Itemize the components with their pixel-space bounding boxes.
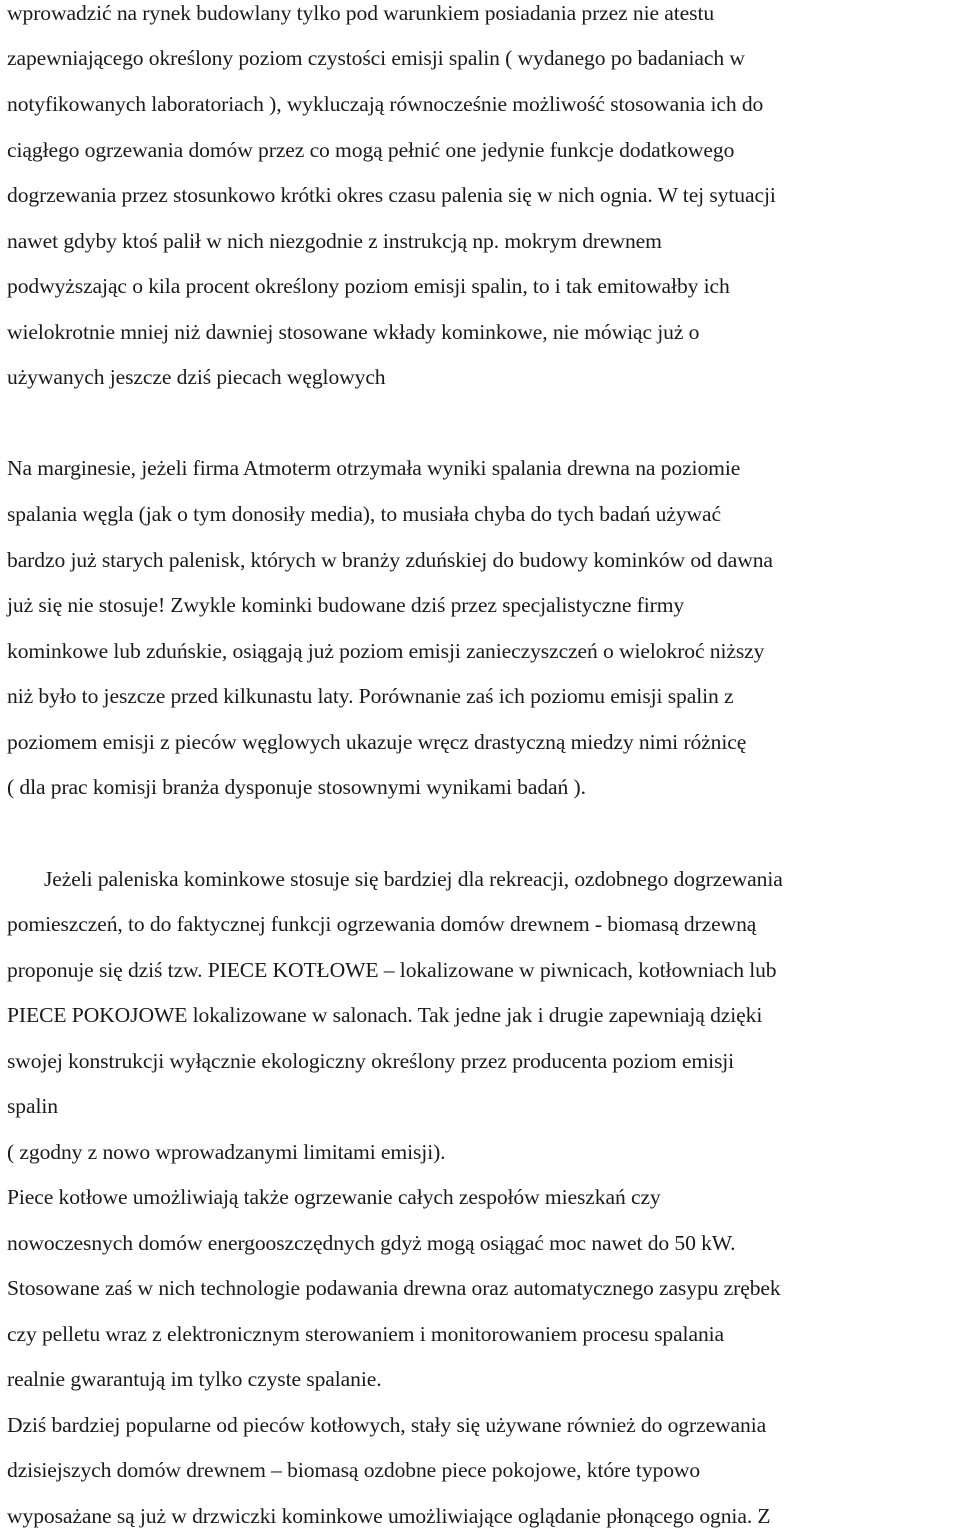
text-line: Stosowane zaś w nich technologie podawania drewna oraz automatycznego zasypu zrębek — [7, 1276, 781, 1300]
text-line: PIECE POKOJOWE lokalizowane w salonach. Tak jedne jak i drugie zapewniają dzięki — [7, 1003, 763, 1027]
text-line: Piece kotłowe umożliwiają także ogrzewanie całych zespołów mieszkań czy — [7, 1185, 661, 1209]
text-line: pomieszczeń, to do faktycznej funkcji ogrzewania domów drewnem - biomasą drzewną — [7, 912, 757, 936]
text-line: używanych jeszcze dziś piecach węglowych — [7, 365, 386, 389]
text-line: proponuje się dziś tzw. PIECE KOTŁOWE – lokalizowane w piwnicach, kotłowniach lub — [7, 958, 777, 982]
text-line: już się nie stosuje! Zwykle kominki budowane dziś przez specjalistyczne firmy — [7, 593, 685, 617]
text-line: czy pelletu wraz z elektronicznym sterowaniem i monitorowaniem procesu spalania — [7, 1322, 725, 1346]
text-line: Jeżeli paleniska kominkowe stosuje się bardziej dla rekreacji, ozdobnego dogrzewania — [44, 867, 783, 891]
text-line: nawet gdyby ktoś palił w nich niezgodnie z instrukcją np. mokrym drewnem — [7, 229, 662, 253]
text-line: ( dla prac komisji branża dysponuje stosownymi wynikami badań ). — [7, 775, 586, 799]
text-line: spalania węgla (jak o tym donosiły media), to musiała chyba do tych badań używać — [7, 502, 721, 526]
text-line: poziomem emisji z pieców węglowych ukazuje wręcz drastyczną miedzy nimi różnicę — [7, 730, 747, 754]
text-line: spalin — [7, 1094, 58, 1118]
text-line: nowoczesnych domów energooszczędnych gdyż mogą osiągać moc nawet do 50 kW. — [7, 1231, 736, 1255]
text-line: wyposażane są już w drzwiczki kominkowe umożliwiające oglądanie płonącego ognia. Z — [7, 1504, 771, 1528]
text-line: notyfikowanych laboratoriach ), wykluczają równocześnie możliwość stosowania ich do — [7, 92, 764, 116]
text-line: Dziś bardziej popularne od pieców kotłowych, stały się używane również do ogrzewania — [7, 1413, 767, 1437]
text-line: niż było to jeszcze przed kilkunastu laty. Porównanie zaś ich poziomu emisji spalin z — [7, 684, 734, 708]
text-line: kominkowe lub zduńskie, osiągają już poziom emisji zanieczyszczeń o wielokroć niższy — [7, 639, 765, 663]
text-line: wielokrotnie mniej niż dawniej stosowane wkłady kominkowe, nie mówiąc już o — [7, 320, 700, 344]
text-line: bardzo już starych palenisk, których w branży zduńskiej do budowy kominków od dawna — [7, 548, 773, 572]
text-line: zapewniającego określony poziom czystości emisji spalin ( wydanego po badaniach w — [7, 46, 745, 70]
text-line: Na marginesie, jeżeli firma Atmoterm otrzymała wyniki spalania drewna na poziomie — [7, 456, 741, 480]
text-line: ciągłego ogrzewania domów przez co mogą pełnić one jedynie funkcje dodatkowego — [7, 138, 735, 162]
text-line: podwyższając o kila procent określony poziom emisji spalin, to i tak emitowałby ich — [7, 274, 730, 298]
text-line: wprowadzić na rynek budowlany tylko pod warunkiem posiadania przez nie atestu — [7, 1, 715, 25]
text-line: ( zgodny z nowo wprowadzanymi limitami emisji). — [7, 1140, 446, 1164]
text-line: swojej konstrukcji wyłącznie ekologiczny określony przez producenta poziom emisji — [7, 1049, 735, 1073]
text-line: dzisiejszych domów drewnem – biomasą ozdobne piece pokojowe, które typowo — [7, 1458, 701, 1482]
text-line: dogrzewania przez stosunkowo krótki okres czasu palenia się w nich ognia. W tej sytuacji — [7, 183, 776, 207]
text-line: realnie gwarantują im tylko czyste spalanie. — [7, 1367, 382, 1391]
